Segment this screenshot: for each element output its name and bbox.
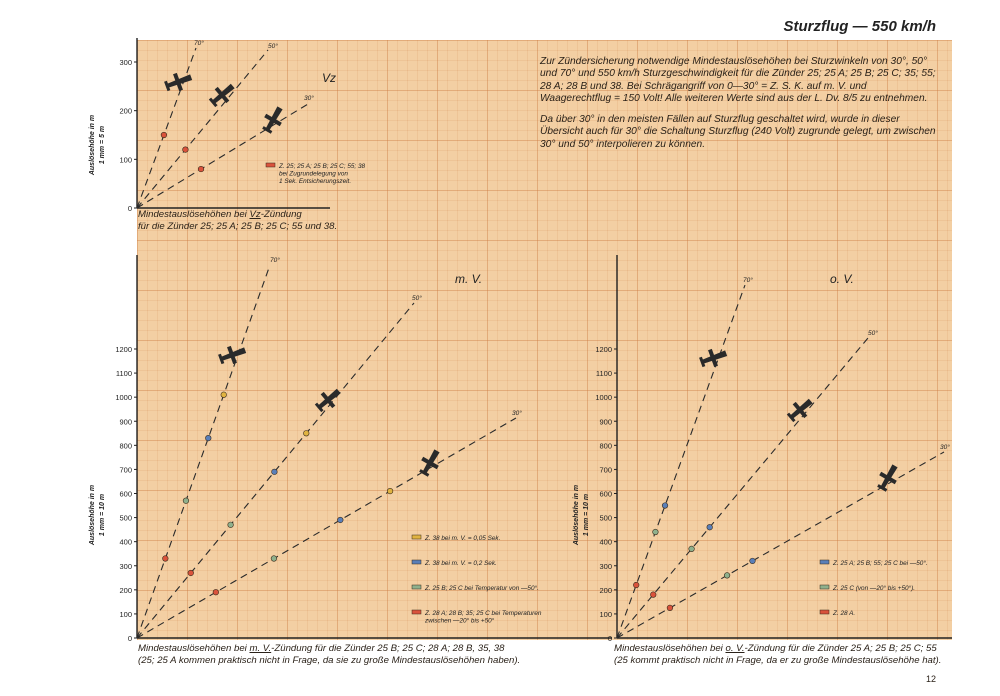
- mv-ray-label-70: 70°: [270, 257, 280, 264]
- mv-dive-bomber-icon-50: [312, 384, 344, 415]
- vz-caption-post: -Zündung: [260, 209, 302, 220]
- mv-y-tick-label: 500: [119, 513, 132, 523]
- vz-ray-label-70: 70°: [194, 40, 204, 47]
- ov-y-tick-label: 1200: [595, 345, 612, 354]
- vz-data-point-series-0-angle-70: [161, 132, 167, 138]
- ov-y-axis-label: Auslösehöhe in m: [573, 484, 580, 546]
- vz-ray-70: [137, 48, 196, 208]
- mv-dive-bomber-icon-70: [217, 342, 249, 368]
- mv-data-point-series-2-angle-30: [271, 556, 277, 562]
- vz-data-point-series-0-angle-50: [183, 147, 189, 153]
- vz-ray-label-30: 30°: [304, 95, 314, 102]
- ov-data-point-series-0-angle-70: [662, 503, 668, 509]
- vz-legend-text-0-2: 1 Sek. Entsicherungszeit.: [279, 178, 352, 185]
- mv-data-point-series-1-angle-70: [205, 435, 211, 441]
- vz-legend-text-0-0: Z. 25; 25 A; 25 B; 25 C; 55; 38: [279, 163, 366, 170]
- mv-legend-swatch-2: [412, 585, 421, 589]
- mv-data-point-series-0-angle-70: [221, 392, 227, 398]
- mv-legend-text-1-0: Z. 38 bei m. V. = 0,2 Sek.: [425, 560, 497, 567]
- mv-y-tick-label: 200: [119, 585, 132, 595]
- vz-y-tick-label: 200: [119, 106, 132, 116]
- vz-y-axis-label: Auslösehöhe in m: [89, 114, 96, 176]
- mv-y-tick-label: 1100: [115, 369, 132, 379]
- vz-caption-underlined: Vz: [249, 209, 261, 220]
- mv-y-tick-label: 1200: [115, 345, 132, 354]
- intro-paragraph-2: Da über 30° in den meisten Fällen auf Sturzflug geschaltet wird, wurde in dieser Übersicht auch für 30° die Schaltung Sturzflug (240 Volt) zugrunde gelegt, um zwischen 30° und 50° interpolieren zu können.: [540, 114, 936, 150]
- ov-dive-bomber-icon-70: [698, 345, 730, 371]
- mv-caption-line2: (25; 25 A kommen praktisch nicht in Frage, da sie zu große Mindestauslösehöhen haben).: [138, 654, 521, 666]
- mv-data-point-series-1-angle-50: [272, 469, 278, 475]
- mv-data-point-series-3-angle-70: [163, 556, 169, 562]
- mv-legend-text-2-0: Z. 25 B; 25 C bei Temperatur von —50°.: [425, 585, 539, 592]
- vz-dive-bomber-icon-70: [163, 69, 195, 95]
- vz-ray-50: [137, 50, 268, 208]
- mv-ray-70: [137, 265, 270, 638]
- mv-data-point-series-3-angle-50: [188, 570, 194, 576]
- ov-legend-swatch-2: [820, 610, 829, 614]
- mv-data-point-series-1-angle-30: [337, 517, 343, 523]
- ov-y-tick-label: 200: [599, 585, 612, 595]
- vz-ray-30: [137, 104, 308, 208]
- mv-y-axis-scale: 1 mm = 10 m: [99, 493, 106, 537]
- mv-y-tick-label: 800: [119, 441, 132, 451]
- ov-ray-label-70: 70°: [743, 277, 753, 284]
- mv-ray-30: [137, 418, 516, 638]
- page-number: 12: [925, 674, 936, 684]
- mv-ray-label-50: 50°: [412, 295, 422, 302]
- mv-caption-pre: Mindestauslösehöhen bei: [138, 643, 250, 654]
- mv-y-tick-label: 0: [127, 634, 132, 643]
- ov-caption-post: -Zündung für die Zünder 25 A; 25 B; 25 C; 55: [744, 643, 937, 654]
- vz-caption-line2: für die Zünder 25; 25 A; 25 B; 25 C; 55 und 38.: [138, 220, 338, 232]
- mv-legend-text-3-1: zwischen —20° bis +50°: [425, 617, 495, 625]
- ov-y-tick-label: 600: [599, 489, 612, 499]
- mv-data-point-series-2-angle-50: [228, 522, 234, 528]
- mv-data-point-series-2-angle-70: [183, 498, 189, 504]
- ov-ray-label-30: 30°: [940, 444, 950, 451]
- mv-legend-text-3-0: Z. 28 A; 28 B; 35; 25 C bei Temperaturen: [425, 610, 542, 617]
- vz-ray-label-50: 50°: [268, 43, 278, 50]
- mv-y-tick-label: 700: [119, 465, 132, 475]
- ov-y-tick-label: 1000: [595, 393, 612, 403]
- vz-caption-line1: [138, 209, 337, 221]
- mv-caption-post: -Zündung für die Zünder 25 B; 25 C; 28 A; 28 B, 35, 38: [271, 643, 505, 654]
- ov-legend-text-1-0: Z. 25 C (von —20° bis +50°).: [833, 585, 916, 592]
- vz-y-tick-label: 0: [127, 204, 132, 213]
- ov-y-tick-label: 300: [599, 561, 612, 571]
- mv-y-tick-label: 1000: [115, 393, 132, 403]
- mv-chart-title: m. V.: [455, 272, 483, 286]
- ov-caption-underlined: o. V.: [725, 643, 745, 654]
- vz-legend-text-0-1: bei Zugrundelegung von: [279, 170, 348, 178]
- mv-data-point-series-0-angle-50: [303, 430, 309, 436]
- mv-y-axis-label: Auslösehöhe in m: [89, 484, 96, 546]
- ov-dive-bomber-icon-50: [784, 394, 816, 425]
- mv-y-tick-label: 400: [119, 537, 132, 547]
- mv-data-point-series-3-angle-30: [213, 589, 219, 595]
- mv-data-point-series-0-angle-30: [387, 488, 393, 494]
- vz-caption: [138, 209, 337, 232]
- vz-data-point-series-0-angle-30: [198, 166, 204, 172]
- mv-ray-label-30: 30°: [512, 410, 522, 417]
- ov-y-tick-label: 0: [607, 634, 612, 643]
- ov-data-point-series-0-angle-50: [707, 524, 713, 530]
- mv-caption-line1: [138, 643, 520, 655]
- mv-caption-underlined: m. V.: [249, 643, 272, 654]
- vz-legend-swatch-0: [266, 163, 275, 167]
- page-title: Sturzflug — 550 km/h: [783, 18, 936, 35]
- mv-y-tick-label: 300: [119, 561, 132, 571]
- ov-y-tick-label: 100: [599, 609, 612, 619]
- vz-y-tick-label: 300: [119, 58, 132, 67]
- mv-legend-text-0-0: Z. 38 bei m. V. = 0,05 Sek.: [425, 535, 501, 542]
- ov-data-point-series-1-angle-50: [689, 546, 695, 552]
- ov-legend-swatch-1: [820, 585, 829, 589]
- ov-y-tick-label: 800: [599, 441, 612, 451]
- ov-ray-label-50: 50°: [868, 330, 878, 337]
- ov-caption-line1: [614, 643, 941, 655]
- intro-paragraph-1: Zur Zündersicherung notwendige Mindestauslösehöhen bei Sturzwinkeln von 30°, 50° und 70° und 550 km/h Sturzgeschwindigkeit für die Zünder 25; 25 A; 25 B; 25 C; 35; 55; 28 A; 28 B und 38. Bei Schrägangriff von 0—30° = Z. S. K. auf m. V. und Waagerechtflug = 150 Volt! Alle weiteren Werte sind aus der L. Dv. 8/5 zu entnehmen.: [540, 56, 936, 104]
- mv-legend-swatch-3: [412, 610, 421, 614]
- mv-legend-swatch-1: [412, 560, 421, 564]
- ov-y-tick-label: 400: [599, 537, 612, 547]
- ov-y-tick-label: 1100: [595, 369, 612, 379]
- ov-legend-text-2-0: Z. 28 A.: [833, 610, 856, 617]
- ov-y-tick-label: 900: [599, 417, 612, 427]
- ov-data-point-series-2-angle-30: [667, 605, 673, 611]
- vz-caption-pre: Mindestauslösehöhen bei: [138, 209, 250, 220]
- ov-legend-swatch-0: [820, 560, 829, 564]
- ov-y-tick-label: 500: [599, 513, 612, 523]
- vz-y-axis-scale: 1 mm = 5 m: [99, 125, 106, 165]
- ov-data-point-series-2-angle-50: [650, 592, 656, 598]
- mv-y-tick-label: 900: [119, 417, 132, 427]
- mv-y-tick-label: 100: [119, 609, 132, 619]
- ov-caption-pre: Mindestauslösehöhen bei: [614, 643, 726, 654]
- ov-data-point-series-1-angle-70: [653, 529, 659, 535]
- mv-legend-swatch-0: [412, 535, 421, 539]
- ov-data-point-series-1-angle-30: [724, 573, 730, 579]
- ov-caption: [614, 643, 941, 666]
- vz-y-tick-label: 100: [119, 155, 132, 165]
- ov-caption-line2: (25 kommt praktisch nicht in Frage, da er zu große Mindestauslösehöhe hat).: [614, 654, 942, 666]
- ov-data-point-series-0-angle-30: [750, 558, 756, 564]
- vz-chart-title: Vz: [322, 71, 337, 85]
- mv-y-tick-label: 600: [119, 489, 132, 499]
- ov-data-point-series-2-angle-70: [633, 582, 639, 588]
- mv-caption: [138, 643, 520, 666]
- ov-y-axis-scale: 1 mm = 10 m: [583, 493, 590, 537]
- ov-chart-title: o. V.: [830, 272, 854, 286]
- ov-y-tick-label: 700: [599, 465, 612, 475]
- ov-legend-text-0-0: Z. 25 A; 25 B; 55; 25 C bei —50°.: [833, 560, 928, 567]
